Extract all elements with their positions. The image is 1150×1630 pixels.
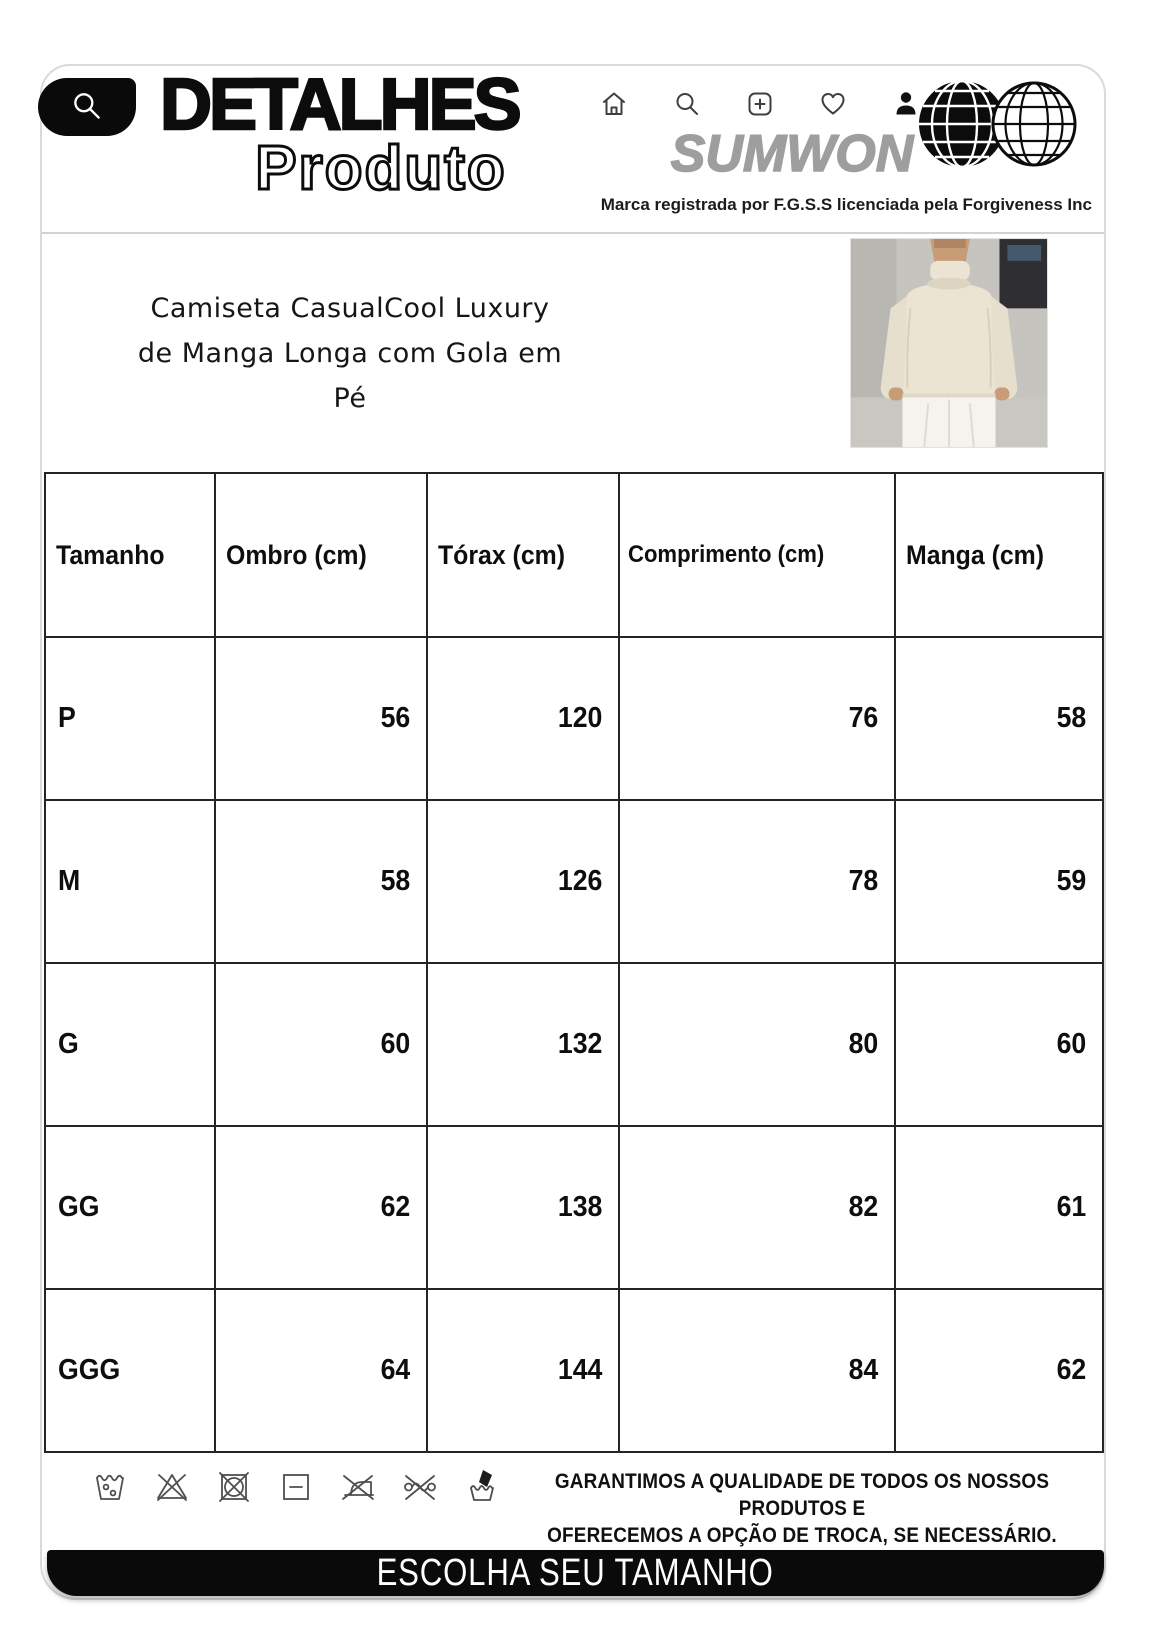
- guarantee-text: [529, 1468, 1075, 1549]
- manga-value: 62: [1056, 1354, 1086, 1386]
- brand-logo-text: SUMWON: [670, 125, 914, 183]
- do-not-bleach-icon: [152, 1466, 192, 1506]
- product-title-line1: Camiseta CasualCool Luxury: [150, 293, 550, 324]
- machine-wash-icon: [90, 1466, 130, 1506]
- product-title-line3: Pé: [333, 383, 367, 414]
- choose-size-button[interactable]: [47, 1550, 1104, 1596]
- torax-value: 138: [557, 1191, 602, 1223]
- product-title: [70, 286, 630, 421]
- torax-value: 126: [557, 865, 602, 897]
- table-row: [45, 963, 1103, 1126]
- choose-size-label: ESCOLHA SEU TAMANHO: [376, 1551, 775, 1594]
- header-divider: [42, 232, 1104, 234]
- manga-value: 60: [1056, 1028, 1086, 1060]
- table-row: [45, 1289, 1103, 1452]
- do-not-wring-icon: [400, 1466, 440, 1506]
- home-icon[interactable]: [598, 88, 630, 120]
- globe-outline-icon: [993, 83, 1075, 165]
- size-table: [44, 472, 1104, 1453]
- torax-value: 120: [557, 702, 602, 734]
- comprimento-value: 82: [848, 1191, 878, 1223]
- ombro-value: 58: [380, 865, 410, 897]
- comprimento-value: 80: [848, 1028, 878, 1060]
- table-row: [45, 1126, 1103, 1289]
- manga-value: 61: [1056, 1191, 1086, 1223]
- col-header-torax: Tórax (cm): [427, 473, 619, 637]
- col-header-tamanho: Tamanho: [45, 473, 215, 637]
- manga-value: 58: [1056, 702, 1086, 734]
- comprimento-value: 76: [848, 702, 878, 734]
- add-post-icon[interactable]: [744, 88, 776, 120]
- torax-value: 132: [557, 1028, 602, 1060]
- trademark-note: Marca registrada por F.G.S.S licenciada pela Forgiveness Inc: [600, 195, 1092, 214]
- torax-value: 144: [557, 1354, 602, 1386]
- ombro-value: 56: [380, 702, 410, 734]
- guarantee-line1: GARANTIMOS A QUALIDADE DE TODOS OS NOSSOS PRODUTOS E: [554, 1469, 1050, 1520]
- nav-icon-row: [598, 88, 922, 120]
- manga-value: 59: [1056, 865, 1086, 897]
- comprimento-value: 78: [848, 865, 878, 897]
- search-nav-icon[interactable]: [671, 88, 703, 120]
- page-title: DETALHES: [160, 65, 519, 145]
- size-label: P: [58, 702, 76, 734]
- hand-wash-icon: [462, 1466, 502, 1506]
- do-not-tumble-dry-icon: [214, 1466, 254, 1506]
- table-row: [45, 637, 1103, 800]
- size-table-header-row: [45, 473, 1103, 637]
- ombro-value: 62: [380, 1191, 410, 1223]
- page-subtitle: Produto: [255, 134, 507, 203]
- table-row: [45, 800, 1103, 963]
- globe-icons: [910, 76, 1110, 172]
- size-label: GGG: [58, 1354, 121, 1386]
- size-label: M: [58, 865, 81, 897]
- product-photo: [850, 238, 1048, 448]
- col-header-ombro: Ombro (cm): [215, 473, 427, 637]
- dry-flat-icon: [276, 1466, 316, 1506]
- size-label: GG: [58, 1191, 100, 1223]
- product-detail-card: [40, 64, 1106, 1600]
- do-not-iron-icon: [338, 1466, 378, 1506]
- col-header-manga: Manga (cm): [895, 473, 1103, 637]
- search-button[interactable]: [38, 78, 136, 136]
- size-label: G: [58, 1028, 79, 1060]
- ombro-value: 60: [380, 1028, 410, 1060]
- product-title-line2: de Manga Longa com Gola em: [137, 338, 563, 369]
- guarantee-line2: OFERECEMOS A OPÇÃO DE TROCA, SE NECESSÁRIO.: [547, 1523, 1057, 1547]
- heart-icon[interactable]: [817, 88, 849, 120]
- ombro-value: 64: [380, 1354, 410, 1386]
- search-icon: [69, 89, 105, 125]
- col-header-comprimento: Comprimento (cm): [619, 473, 895, 637]
- comprimento-value: 84: [848, 1354, 878, 1386]
- care-icon-row: [90, 1466, 502, 1506]
